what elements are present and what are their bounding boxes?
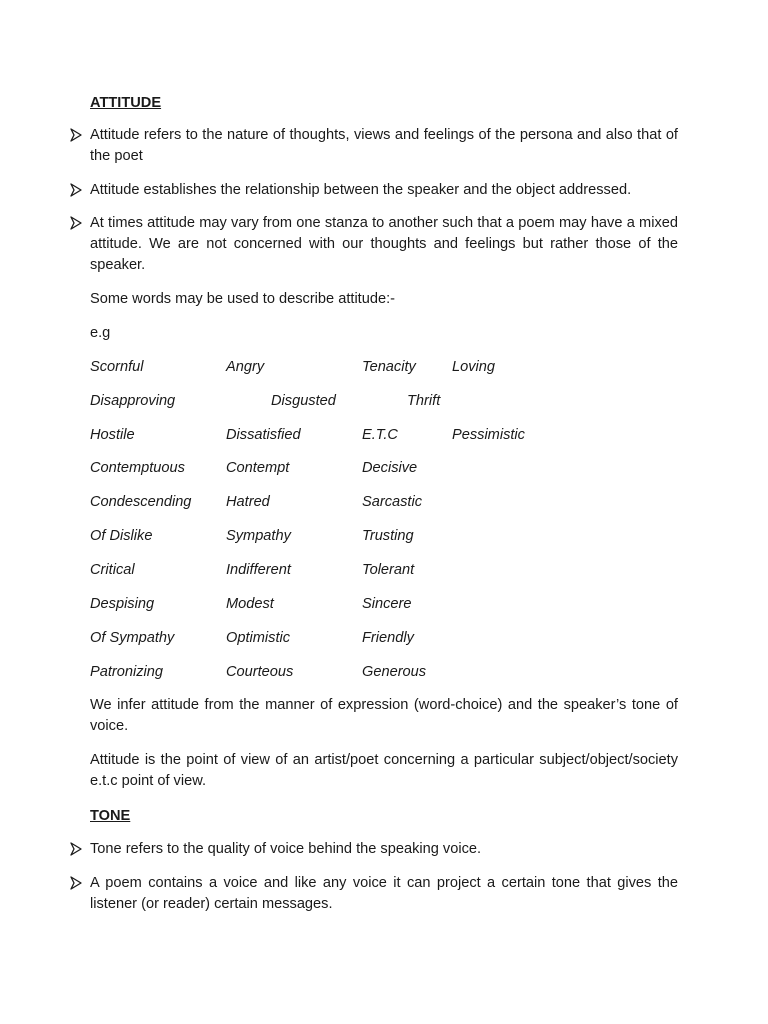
attitude-word: Sarcastic — [362, 494, 423, 510]
attitude-word: Contemptuous — [90, 460, 185, 476]
attitude-word: Thrift — [407, 393, 441, 409]
bullet-text: A poem contains a voice and like any voice it can project a certain tone that gives the listener (or reader) certain messages. — [90, 875, 678, 912]
attitude-word: Hatred — [226, 494, 270, 510]
attitude-word: Courteous — [226, 664, 294, 680]
attitude-word: Pessimistic — [452, 427, 525, 443]
attitude-word: Disapproving — [90, 393, 176, 409]
attitude-word: Contempt — [226, 460, 290, 476]
eg-label: e.g — [90, 325, 111, 341]
attitude-heading: ATTITUDE — [90, 95, 162, 111]
attitude-word: Decisive — [362, 460, 418, 476]
attitude-word: Trusting — [362, 528, 414, 544]
attitude-word: Dissatisfied — [226, 427, 301, 443]
arrow-bullet-icon — [70, 875, 82, 891]
bullet-text: Attitude establishes the relationship between the speaker and the object addressed. — [90, 182, 632, 198]
attitude-word: Sympathy — [226, 528, 291, 544]
bullet-item — [70, 125, 678, 167]
attitude-word: Critical — [90, 562, 135, 578]
attitude-word: Patronizing — [90, 664, 164, 680]
bullet-item — [70, 180, 678, 201]
bullet-text: At times attitude may vary from one stanza to another such that a poem may have a mixed attitude. We are not concerned with our thoughts and feelings but rather those of the speaker. — [90, 215, 678, 273]
arrow-bullet-icon — [70, 127, 82, 143]
arrow-bullet-icon — [70, 182, 82, 198]
attitude-word: Tenacity — [362, 359, 416, 375]
bullet-item — [70, 839, 678, 860]
attitude-word: E.T.C — [362, 427, 398, 443]
point-of-view-paragraph: Attitude is the point of view of an artist/poet concerning a particular subject/object/society e.t.c point of view. — [90, 752, 678, 789]
attitude-word: Condescending — [90, 494, 192, 510]
attitude-word: Indifferent — [226, 562, 291, 578]
attitude-word: Friendly — [362, 630, 414, 646]
infer-paragraph: We infer attitude from the manner of expression (word-choice) and the speaker’s tone of voice. — [90, 697, 678, 734]
bullet-item — [70, 873, 678, 915]
attitude-word: Of Sympathy — [90, 630, 175, 646]
bullet-text: Attitude refers to the nature of thoughts, views and feelings of the persona and also that of the poet — [90, 127, 678, 164]
attitude-word: Scornful — [90, 359, 144, 375]
bullet-text: Tone refers to the quality of voice behind the speaking voice. — [90, 841, 482, 857]
attitude-word: Loving — [452, 359, 496, 375]
arrow-bullet-icon — [70, 841, 82, 857]
attitude-word: Tolerant — [362, 562, 415, 578]
attitude-word: Hostile — [90, 427, 135, 443]
attitude-word: Of Dislike — [90, 528, 153, 544]
attitude-word: Sincere — [362, 596, 412, 612]
attitude-word: Optimistic — [226, 630, 291, 646]
bullet-item — [70, 213, 678, 276]
attitude-word: Angry — [226, 359, 265, 375]
tone-heading: TONE — [90, 808, 131, 824]
attitude-word: Generous — [362, 664, 427, 680]
attitude-word: Despising — [90, 596, 155, 612]
intro-text: Some words may be used to describe attitude:- — [90, 291, 396, 307]
attitude-word: Disgusted — [271, 393, 336, 409]
attitude-word: Modest — [226, 596, 274, 612]
arrow-bullet-icon — [70, 215, 82, 231]
